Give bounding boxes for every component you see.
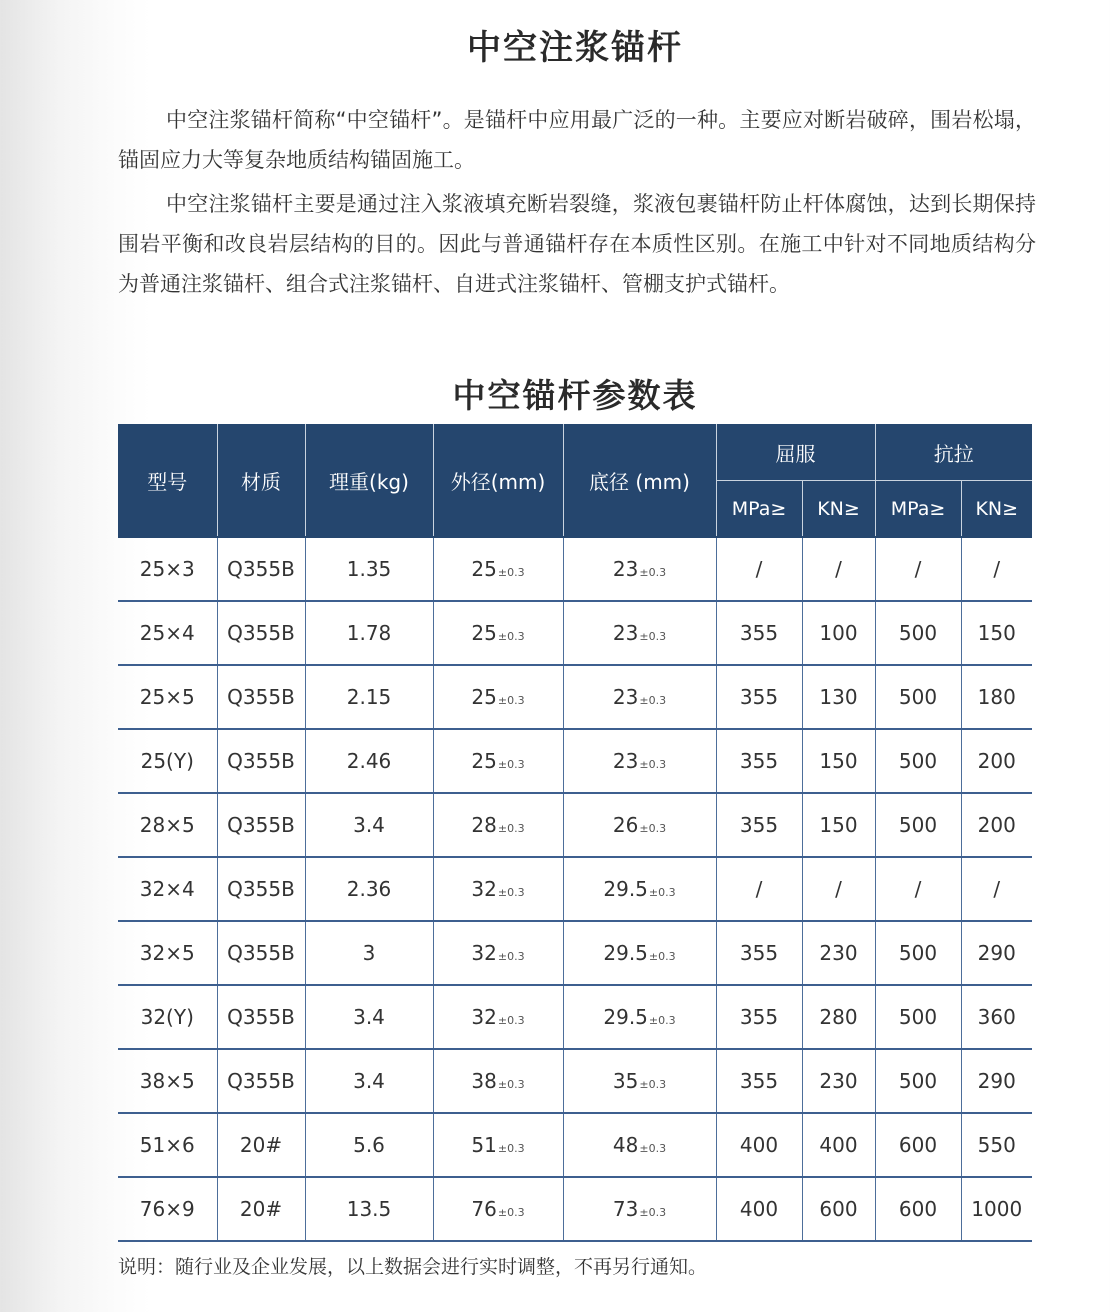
cell-yield-mpa: / bbox=[716, 857, 802, 921]
cell-material: Q355B bbox=[217, 665, 305, 729]
cell-outer-diameter bbox=[433, 729, 563, 793]
cell-tensile-mpa: 500 bbox=[875, 985, 961, 1049]
spec-table bbox=[118, 424, 1032, 1242]
cell-weight: 2.36 bbox=[305, 857, 433, 921]
tolerance-label: ±0.3 bbox=[648, 1014, 676, 1027]
tolerance-label: ±0.3 bbox=[497, 694, 525, 707]
cell-yield-mpa: 355 bbox=[716, 793, 802, 857]
root-diameter-value: 23 bbox=[612, 557, 639, 581]
cell-tensile-kn: / bbox=[961, 857, 1032, 921]
tolerance-label: ±0.3 bbox=[639, 1142, 667, 1155]
cell-root-diameter bbox=[563, 793, 716, 857]
outer-diameter-value: 25 bbox=[471, 557, 497, 581]
cell-tensile-kn: 200 bbox=[961, 729, 1032, 793]
root-diameter-value: 35 bbox=[612, 1069, 639, 1093]
tolerance-label: ±0.3 bbox=[639, 630, 667, 643]
cell-outer-diameter bbox=[433, 665, 563, 729]
tolerance-label: ±0.3 bbox=[497, 758, 525, 771]
root-diameter-value: 48 bbox=[612, 1133, 639, 1157]
cell-yield-kn: / bbox=[802, 857, 875, 921]
tolerance-label: ±0.3 bbox=[639, 822, 667, 835]
table-row bbox=[118, 729, 1032, 793]
table-header bbox=[118, 424, 1032, 537]
table-row bbox=[118, 857, 1032, 921]
footnote: 说明：随行业及企业发展，以上数据会进行实时调整，不再另行通知。 bbox=[118, 1256, 708, 1278]
cell-weight: 13.5 bbox=[305, 1177, 433, 1241]
table-row bbox=[118, 665, 1032, 729]
cell-model: 76×9 bbox=[118, 1177, 217, 1241]
cell-root-diameter bbox=[563, 857, 716, 921]
cell-material: Q355B bbox=[217, 1049, 305, 1113]
header-yield-mpa: MPa≥ bbox=[716, 481, 802, 538]
cell-tensile-kn: 290 bbox=[961, 1049, 1032, 1113]
cell-tensile-kn: 1000 bbox=[961, 1177, 1032, 1241]
cell-yield-kn: / bbox=[802, 537, 875, 601]
header-yield-kn: KN≥ bbox=[802, 481, 875, 538]
cell-yield-kn: 400 bbox=[802, 1113, 875, 1177]
tolerance-label: ±0.3 bbox=[497, 1078, 525, 1091]
root-diameter-value: 29.5 bbox=[603, 1005, 648, 1029]
cell-tensile-mpa: 500 bbox=[875, 665, 961, 729]
cell-weight: 3.4 bbox=[305, 1049, 433, 1113]
cell-outer-diameter bbox=[433, 793, 563, 857]
cell-tensile-mpa: / bbox=[875, 537, 961, 601]
cell-outer-diameter bbox=[433, 1113, 563, 1177]
cell-weight: 1.78 bbox=[305, 601, 433, 665]
tolerance-label: ±0.3 bbox=[639, 1078, 667, 1091]
cell-yield-mpa: 355 bbox=[716, 985, 802, 1049]
outer-diameter-value: 28 bbox=[471, 813, 497, 837]
cell-model: 32(Y) bbox=[118, 985, 217, 1049]
table-body bbox=[118, 537, 1032, 1241]
root-diameter-value: 29.5 bbox=[603, 877, 648, 901]
cell-root-diameter bbox=[563, 985, 716, 1049]
cell-weight: 3.4 bbox=[305, 793, 433, 857]
cell-root-diameter bbox=[563, 1113, 716, 1177]
header-yield: 屈服 bbox=[716, 424, 875, 481]
table-title: 中空锚杆参数表 bbox=[452, 376, 698, 415]
tolerance-label: ±0.3 bbox=[497, 822, 525, 835]
table-row bbox=[118, 921, 1032, 985]
cell-outer-diameter bbox=[433, 985, 563, 1049]
cell-tensile-mpa: 500 bbox=[875, 729, 961, 793]
tolerance-label: ±0.3 bbox=[497, 1142, 525, 1155]
tolerance-label: ±0.3 bbox=[497, 1206, 525, 1219]
cell-tensile-kn: 150 bbox=[961, 601, 1032, 665]
tolerance-label: ±0.3 bbox=[497, 1014, 525, 1027]
table-row bbox=[118, 1049, 1032, 1113]
cell-yield-kn: 150 bbox=[802, 793, 875, 857]
cell-material: Q355B bbox=[217, 793, 305, 857]
cell-root-diameter bbox=[563, 1177, 716, 1241]
cell-tensile-mpa: 500 bbox=[875, 601, 961, 665]
cell-model: 32×5 bbox=[118, 921, 217, 985]
outer-diameter-value: 38 bbox=[471, 1069, 497, 1093]
root-diameter-value: 23 bbox=[612, 749, 639, 773]
cell-weight: 3.4 bbox=[305, 985, 433, 1049]
outer-diameter-value: 32 bbox=[471, 1005, 497, 1029]
cell-yield-kn: 230 bbox=[802, 921, 875, 985]
cell-outer-diameter bbox=[433, 537, 563, 601]
cell-yield-mpa: 400 bbox=[716, 1113, 802, 1177]
table-row bbox=[118, 985, 1032, 1049]
outer-diameter-value: 25 bbox=[471, 621, 497, 645]
header-root-diameter: 底径 (mm) bbox=[563, 424, 716, 537]
tolerance-label: ±0.3 bbox=[639, 566, 667, 579]
cell-tensile-kn: / bbox=[961, 537, 1032, 601]
cell-tensile-kn: 200 bbox=[961, 793, 1032, 857]
cell-tensile-mpa: 500 bbox=[875, 921, 961, 985]
table-row bbox=[118, 1113, 1032, 1177]
tolerance-label: ±0.3 bbox=[497, 630, 525, 643]
cell-yield-mpa: 355 bbox=[716, 665, 802, 729]
outer-diameter-value: 76 bbox=[471, 1197, 497, 1221]
header-tensile-kn: KN≥ bbox=[961, 481, 1032, 538]
root-diameter-value: 29.5 bbox=[603, 941, 648, 965]
cell-material: Q355B bbox=[217, 985, 305, 1049]
cell-model: 25×3 bbox=[118, 537, 217, 601]
cell-model: 25×4 bbox=[118, 601, 217, 665]
cell-yield-kn: 230 bbox=[802, 1049, 875, 1113]
cell-outer-diameter bbox=[433, 1049, 563, 1113]
cell-yield-kn: 600 bbox=[802, 1177, 875, 1241]
tolerance-label: ±0.3 bbox=[639, 758, 667, 771]
outer-diameter-value: 32 bbox=[471, 941, 497, 965]
root-diameter-value: 73 bbox=[612, 1197, 639, 1221]
page-title: 中空注浆锚杆 bbox=[467, 28, 683, 68]
root-diameter-value: 26 bbox=[612, 813, 639, 837]
cell-root-diameter bbox=[563, 921, 716, 985]
cell-material: 20# bbox=[217, 1177, 305, 1241]
cell-yield-kn: 150 bbox=[802, 729, 875, 793]
cell-outer-diameter bbox=[433, 921, 563, 985]
table-row bbox=[118, 1177, 1032, 1241]
header-weight: 理重(kg) bbox=[305, 424, 433, 537]
cell-tensile-mpa: 500 bbox=[875, 793, 961, 857]
cell-material: 20# bbox=[217, 1113, 305, 1177]
cell-tensile-mpa: 500 bbox=[875, 1049, 961, 1113]
cell-yield-mpa: 355 bbox=[716, 1049, 802, 1113]
tolerance-label: ±0.3 bbox=[497, 886, 525, 899]
root-diameter-value: 23 bbox=[612, 685, 639, 709]
cell-material: Q355B bbox=[217, 857, 305, 921]
cell-yield-kn: 130 bbox=[802, 665, 875, 729]
cell-yield-mpa: 355 bbox=[716, 921, 802, 985]
header-model: 型号 bbox=[118, 424, 217, 537]
cell-weight: 1.35 bbox=[305, 537, 433, 601]
tolerance-label: ±0.3 bbox=[639, 694, 667, 707]
tolerance-label: ±0.3 bbox=[648, 886, 676, 899]
cell-weight: 3 bbox=[305, 921, 433, 985]
cell-root-diameter bbox=[563, 729, 716, 793]
cell-root-diameter bbox=[563, 1049, 716, 1113]
cell-material: Q355B bbox=[217, 729, 305, 793]
cell-weight: 2.15 bbox=[305, 665, 433, 729]
cell-root-diameter bbox=[563, 601, 716, 665]
cell-tensile-kn: 180 bbox=[961, 665, 1032, 729]
cell-root-diameter bbox=[563, 537, 716, 601]
cell-tensile-mpa: / bbox=[875, 857, 961, 921]
header-tensile: 抗拉 bbox=[875, 424, 1032, 481]
outer-diameter-value: 32 bbox=[471, 877, 497, 901]
header-material: 材质 bbox=[217, 424, 305, 537]
cell-yield-mpa: 355 bbox=[716, 601, 802, 665]
cell-root-diameter bbox=[563, 665, 716, 729]
cell-outer-diameter bbox=[433, 601, 563, 665]
table-row bbox=[118, 793, 1032, 857]
tolerance-label: ±0.3 bbox=[648, 950, 676, 963]
table-row bbox=[118, 537, 1032, 601]
cell-material: Q355B bbox=[217, 537, 305, 601]
cell-yield-kn: 280 bbox=[802, 985, 875, 1049]
cell-yield-mpa: 400 bbox=[716, 1177, 802, 1241]
tolerance-label: ±0.3 bbox=[497, 566, 525, 579]
header-tensile-mpa: MPa≥ bbox=[875, 481, 961, 538]
cell-tensile-mpa: 600 bbox=[875, 1177, 961, 1241]
cell-outer-diameter bbox=[433, 857, 563, 921]
cell-model: 32×4 bbox=[118, 857, 217, 921]
cell-tensile-kn: 290 bbox=[961, 921, 1032, 985]
cell-outer-diameter bbox=[433, 1177, 563, 1241]
intro-text bbox=[118, 100, 1036, 308]
cell-material: Q355B bbox=[217, 601, 305, 665]
cell-model: 25×5 bbox=[118, 665, 217, 729]
header-outer-diameter: 外径(mm) bbox=[433, 424, 563, 537]
cell-material: Q355B bbox=[217, 921, 305, 985]
cell-yield-mpa: 355 bbox=[716, 729, 802, 793]
cell-weight: 2.46 bbox=[305, 729, 433, 793]
cell-model: 38×5 bbox=[118, 1049, 217, 1113]
outer-diameter-value: 25 bbox=[471, 685, 497, 709]
cell-model: 28×5 bbox=[118, 793, 217, 857]
cell-tensile-mpa: 600 bbox=[875, 1113, 961, 1177]
cell-weight: 5.6 bbox=[305, 1113, 433, 1177]
intro-paragraph-2: 中空注浆锚杆主要是通过注入浆液填充断岩裂缝，浆液包裹锚杆防止杆体腐蚀，达到长期保持围岩平衡和改良岩层结构的目的。因此与普通锚杆存在本质性区别。在施工中针对不同地质结构分为普通注浆锚杆、组合式注浆锚杆、自进式注浆锚杆、管棚支护式锚杆。 bbox=[118, 192, 1036, 296]
cell-tensile-kn: 550 bbox=[961, 1113, 1032, 1177]
tolerance-label: ±0.3 bbox=[497, 950, 525, 963]
tolerance-label: ±0.3 bbox=[639, 1206, 667, 1219]
cell-tensile-kn: 360 bbox=[961, 985, 1032, 1049]
cell-model: 51×6 bbox=[118, 1113, 217, 1177]
table-row bbox=[118, 601, 1032, 665]
cell-yield-kn: 100 bbox=[802, 601, 875, 665]
intro-paragraph-1: 中空注浆锚杆简称“中空锚杆”。是锚杆中应用最广泛的一种。主要应对断岩破碎，围岩松塌，锚固应力大等复杂地质结构锚固施工。 bbox=[118, 108, 1036, 172]
cell-yield-mpa: / bbox=[716, 537, 802, 601]
outer-diameter-value: 25 bbox=[471, 749, 497, 773]
cell-model: 25(Y) bbox=[118, 729, 217, 793]
outer-diameter-value: 51 bbox=[471, 1133, 497, 1157]
root-diameter-value: 23 bbox=[612, 621, 639, 645]
